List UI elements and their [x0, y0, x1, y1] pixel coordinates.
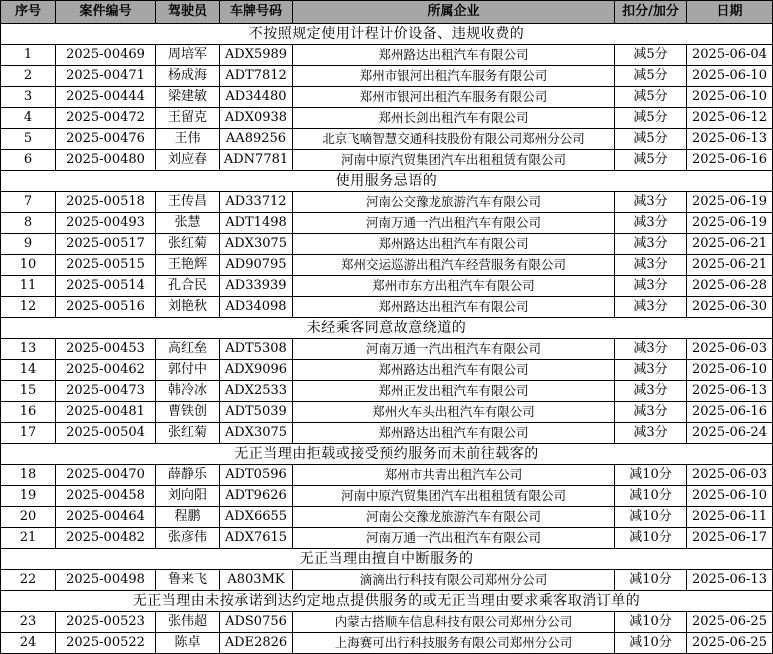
plate-number: ADX3075 — [220, 423, 293, 444]
table-row — [1, 66, 773, 87]
date: 2025-06-30 — [687, 297, 773, 318]
row-index: 4 — [1, 108, 56, 129]
company-name: 郑州路达出租汽车有限公司 — [293, 423, 615, 444]
points: 减10分 — [615, 612, 687, 633]
plate-number: AD90795 — [220, 255, 293, 276]
date: 2025-06-19 — [687, 213, 773, 234]
date: 2025-06-21 — [687, 255, 773, 276]
plate-number: ADX0938 — [220, 108, 293, 129]
table-body — [1, 24, 773, 654]
case-number: 2025-00458 — [56, 486, 156, 507]
plate-number: AD33939 — [220, 276, 293, 297]
section-header-row — [1, 549, 773, 570]
case-number: 2025-00523 — [56, 612, 156, 633]
date: 2025-06-10 — [687, 87, 773, 108]
company-name: 内蒙古搭顺车信息科技有限公司郑州分公司 — [293, 612, 615, 633]
date: 2025-06-16 — [687, 402, 773, 423]
points: 减5分 — [615, 87, 687, 108]
row-index: 18 — [1, 465, 56, 486]
company-name: 河南万通一汽出租汽车有限公司 — [293, 213, 615, 234]
table-row — [1, 192, 773, 213]
header-case-number: 案件编号 — [56, 1, 156, 24]
driver-name: 曹铁创 — [156, 402, 220, 423]
points: 减5分 — [615, 45, 687, 66]
plate-number: ADX6655 — [220, 507, 293, 528]
table-row — [1, 465, 773, 486]
table-row — [1, 381, 773, 402]
plate-number: ADT1498 — [220, 213, 293, 234]
company-name: 河南万通一汽出租汽车有限公司 — [293, 528, 615, 549]
company-name: 滴滴出行科技有限公司郑州分公司 — [293, 570, 615, 591]
table-row — [1, 528, 773, 549]
points: 减3分 — [615, 423, 687, 444]
case-number: 2025-00473 — [56, 381, 156, 402]
row-index: 3 — [1, 87, 56, 108]
table-row — [1, 402, 773, 423]
company-name: 河南公交豫龙旅游汽车有限公司 — [293, 192, 615, 213]
points: 减5分 — [615, 66, 687, 87]
date: 2025-06-04 — [687, 45, 773, 66]
case-number: 2025-00516 — [56, 297, 156, 318]
driver-name: 孔合民 — [156, 276, 220, 297]
points: 减3分 — [615, 213, 687, 234]
section-title: 未经乘客同意故意绕道的 — [1, 318, 773, 339]
table-row — [1, 486, 773, 507]
section-title: 无正当理由未按承诺到达约定地点提供服务的或无正当理由要求乘客取消订单的 — [1, 591, 773, 612]
driver-name: 郭付中 — [156, 360, 220, 381]
table-row — [1, 507, 773, 528]
driver-name: 王留克 — [156, 108, 220, 129]
date: 2025-06-13 — [687, 129, 773, 150]
section-header-row — [1, 591, 773, 612]
date: 2025-06-10 — [687, 486, 773, 507]
row-index: 8 — [1, 213, 56, 234]
plate-number: ADT5039 — [220, 402, 293, 423]
driver-name: 梁建敏 — [156, 87, 220, 108]
row-index: 20 — [1, 507, 56, 528]
case-number: 2025-00472 — [56, 108, 156, 129]
driver-name: 鲁来飞 — [156, 570, 220, 591]
company-name: 郑州路达出租汽车有限公司 — [293, 45, 615, 66]
case-number: 2025-00482 — [56, 528, 156, 549]
row-index: 16 — [1, 402, 56, 423]
company-name: 河南中原汽贸集团汽车出租租赁有限公司 — [293, 486, 615, 507]
row-index: 1 — [1, 45, 56, 66]
table-row — [1, 612, 773, 633]
date: 2025-06-10 — [687, 66, 773, 87]
company-name: 上海赛可出行科技服务有限公司郑州分公司 — [293, 633, 615, 654]
case-number: 2025-00480 — [56, 150, 156, 171]
company-name: 郑州路达出租汽车有限公司 — [293, 234, 615, 255]
driver-name: 杨成海 — [156, 66, 220, 87]
date: 2025-06-03 — [687, 339, 773, 360]
row-index: 21 — [1, 528, 56, 549]
section-header-row — [1, 318, 773, 339]
plate-number: ADT9626 — [220, 486, 293, 507]
driver-name: 张红菊 — [156, 234, 220, 255]
company-name: 郑州交运巡游出租汽车经营服务有限公司 — [293, 255, 615, 276]
date: 2025-06-03 — [687, 465, 773, 486]
company-name: 郑州市银河出租汽车服务有限公司 — [293, 87, 615, 108]
table-row — [1, 213, 773, 234]
case-number: 2025-00464 — [56, 507, 156, 528]
plate-number: AA89256 — [220, 129, 293, 150]
table-row — [1, 255, 773, 276]
company-name: 北京飞嘀智慧交通科技股份有限公司郑州分公司 — [293, 129, 615, 150]
case-number: 2025-00493 — [56, 213, 156, 234]
points: 减10分 — [615, 465, 687, 486]
section-header-row — [1, 444, 773, 465]
driver-name: 韩冷冰 — [156, 381, 220, 402]
table-row — [1, 423, 773, 444]
header-index: 序号 — [1, 1, 56, 24]
driver-name: 刘艳秋 — [156, 297, 220, 318]
table-row — [1, 87, 773, 108]
row-index: 23 — [1, 612, 56, 633]
header-company: 所属企业 — [293, 1, 615, 24]
date: 2025-06-10 — [687, 360, 773, 381]
case-number: 2025-00453 — [56, 339, 156, 360]
case-number: 2025-00481 — [56, 402, 156, 423]
row-index: 11 — [1, 276, 56, 297]
points: 减3分 — [615, 255, 687, 276]
points: 减5分 — [615, 129, 687, 150]
points: 减10分 — [615, 507, 687, 528]
row-index: 9 — [1, 234, 56, 255]
company-name: 郑州路达出租汽车有限公司 — [293, 360, 615, 381]
header-driver: 驾驶员 — [156, 1, 220, 24]
points: 减3分 — [615, 360, 687, 381]
points: 减3分 — [615, 276, 687, 297]
driver-name: 程鹏 — [156, 507, 220, 528]
table-row — [1, 150, 773, 171]
date: 2025-06-24 — [687, 423, 773, 444]
section-title: 无正当理由拒载或接受预约服务而未前往载客的 — [1, 444, 773, 465]
header-row — [1, 1, 773, 24]
driver-name: 张红菊 — [156, 423, 220, 444]
case-number: 2025-00444 — [56, 87, 156, 108]
table-row — [1, 45, 773, 66]
plate-number: ADT7812 — [220, 66, 293, 87]
row-index: 14 — [1, 360, 56, 381]
table-row — [1, 570, 773, 591]
case-number: 2025-00514 — [56, 276, 156, 297]
date: 2025-06-21 — [687, 234, 773, 255]
case-number: 2025-00470 — [56, 465, 156, 486]
case-number: 2025-00471 — [56, 66, 156, 87]
row-index: 13 — [1, 339, 56, 360]
points: 减10分 — [615, 528, 687, 549]
table-row — [1, 339, 773, 360]
company-name: 郑州正发出租汽车有限公司 — [293, 381, 615, 402]
date: 2025-06-17 — [687, 528, 773, 549]
points: 减3分 — [615, 381, 687, 402]
driver-name: 王艳辉 — [156, 255, 220, 276]
driver-name: 周培军 — [156, 45, 220, 66]
driver-name: 张伟超 — [156, 612, 220, 633]
date: 2025-06-13 — [687, 381, 773, 402]
points: 减3分 — [615, 192, 687, 213]
row-index: 5 — [1, 129, 56, 150]
company-name: 郑州市东方出租汽车有限公司 — [293, 276, 615, 297]
company-name: 河南中原汽贸集团汽车出租租赁有限公司 — [293, 150, 615, 171]
plate-number: AD33712 — [220, 192, 293, 213]
section-title: 无正当理由擅自中断服务的 — [1, 549, 773, 570]
points: 减3分 — [615, 234, 687, 255]
points: 减3分 — [615, 339, 687, 360]
driver-name: 薛静乐 — [156, 465, 220, 486]
driver-name: 王传昌 — [156, 192, 220, 213]
case-number: 2025-00504 — [56, 423, 156, 444]
table-row — [1, 234, 773, 255]
case-number: 2025-00476 — [56, 129, 156, 150]
points: 减3分 — [615, 402, 687, 423]
row-index: 15 — [1, 381, 56, 402]
table-row — [1, 108, 773, 129]
table-row — [1, 360, 773, 381]
plate-number: ADX2533 — [220, 381, 293, 402]
case-number: 2025-00517 — [56, 234, 156, 255]
table-row — [1, 297, 773, 318]
date: 2025-06-25 — [687, 612, 773, 633]
row-index: 10 — [1, 255, 56, 276]
plate-number: ADX5989 — [220, 45, 293, 66]
plate-number: AD34480 — [220, 87, 293, 108]
header-plate: 车牌号码 — [220, 1, 293, 24]
date: 2025-06-16 — [687, 150, 773, 171]
plate-number: ADX9096 — [220, 360, 293, 381]
case-number: 2025-00469 — [56, 45, 156, 66]
plate-number: ADS0756 — [220, 612, 293, 633]
plate-number: ADN7781 — [220, 150, 293, 171]
plate-number: ADX3075 — [220, 234, 293, 255]
company-name: 郑州火车头出租汽车有限公司 — [293, 402, 615, 423]
row-index: 6 — [1, 150, 56, 171]
row-index: 7 — [1, 192, 56, 213]
plate-number: ADE2826 — [220, 633, 293, 654]
case-number: 2025-00522 — [56, 633, 156, 654]
points: 减10分 — [615, 633, 687, 654]
company-name: 河南万通一汽出租汽车有限公司 — [293, 339, 615, 360]
driver-name: 陈卓 — [156, 633, 220, 654]
date: 2025-06-11 — [687, 507, 773, 528]
date: 2025-06-28 — [687, 276, 773, 297]
points: 减10分 — [615, 570, 687, 591]
points: 减5分 — [615, 150, 687, 171]
row-index: 19 — [1, 486, 56, 507]
row-index: 2 — [1, 66, 56, 87]
company-name: 河南公交豫龙旅游汽车有限公司 — [293, 507, 615, 528]
case-number: 2025-00462 — [56, 360, 156, 381]
date: 2025-06-25 — [687, 633, 773, 654]
case-number: 2025-00515 — [56, 255, 156, 276]
points: 减3分 — [615, 297, 687, 318]
driver-name: 王伟 — [156, 129, 220, 150]
row-index: 22 — [1, 570, 56, 591]
company-name: 郑州市共青出租汽车公司 — [293, 465, 615, 486]
date: 2025-06-12 — [687, 108, 773, 129]
section-title: 使用服务忌语的 — [1, 171, 773, 192]
driver-name: 刘向阳 — [156, 486, 220, 507]
row-index: 24 — [1, 633, 56, 654]
points: 减10分 — [615, 486, 687, 507]
company-name: 郑州路达出租汽车有限公司 — [293, 297, 615, 318]
table-row — [1, 633, 773, 654]
section-header-row — [1, 171, 773, 192]
company-name: 郑州长剑出租汽车有限公司 — [293, 108, 615, 129]
table-row — [1, 276, 773, 297]
header-points: 扣分/加分 — [615, 1, 687, 24]
case-number: 2025-00498 — [56, 570, 156, 591]
plate-number: ADX7615 — [220, 528, 293, 549]
row-index: 17 — [1, 423, 56, 444]
plate-number: ADT0596 — [220, 465, 293, 486]
section-header-row — [1, 24, 773, 45]
plate-number: ADT5308 — [220, 339, 293, 360]
row-index: 12 — [1, 297, 56, 318]
driver-name: 张彦伟 — [156, 528, 220, 549]
driver-name: 张慧 — [156, 213, 220, 234]
company-name: 郑州市银河出租汽车服务有限公司 — [293, 66, 615, 87]
points: 减5分 — [615, 108, 687, 129]
plate-number: AD34098 — [220, 297, 293, 318]
driver-name: 刘应春 — [156, 150, 220, 171]
plate-number: A803MK — [220, 570, 293, 591]
header-date: 日期 — [687, 1, 773, 24]
driver-name: 高红垒 — [156, 339, 220, 360]
section-title: 不按照规定使用计程计价设备、违规收费的 — [1, 24, 773, 45]
case-number: 2025-00518 — [56, 192, 156, 213]
date: 2025-06-13 — [687, 570, 773, 591]
table-row — [1, 129, 773, 150]
date: 2025-06-19 — [687, 192, 773, 213]
